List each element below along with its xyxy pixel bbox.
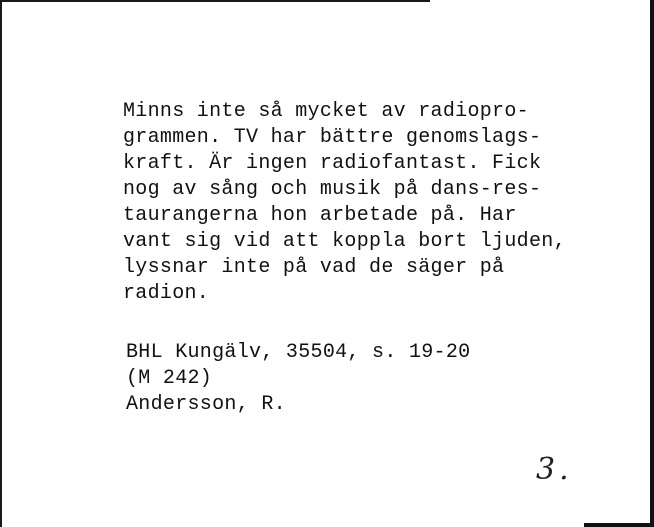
- summary-line: vant sig vid att koppla bort ljuden,: [123, 230, 566, 253]
- summary-line: kraft. Är ingen radiofantast. Fick: [123, 152, 542, 175]
- citation-source: BHL Kungälv, 35504, s. 19-20: [126, 341, 471, 364]
- summary-line: lyssnar inte på vad de säger på: [123, 256, 505, 279]
- summary-line: grammen. TV har bättre genomslags-: [123, 126, 542, 149]
- card-top-edge: [0, 0, 430, 2]
- summary-line: Minns inte så mycket av radiopro-: [123, 100, 529, 123]
- summary-line: nog av sång och musik på dans-res-: [123, 178, 542, 201]
- summary-line: taurangerna hon arbetade på. Har: [123, 204, 517, 227]
- source-citation: [126, 340, 470, 418]
- summary-line: radion.: [123, 282, 210, 305]
- card-bottom-edge: [584, 523, 654, 527]
- card-right-edge: [650, 0, 654, 527]
- interview-summary: [123, 99, 566, 307]
- card-number: 3.: [536, 452, 573, 487]
- card-left-edge: [0, 0, 2, 527]
- citation-code: (M 242): [126, 367, 213, 390]
- citation-author: Andersson, R.: [126, 393, 286, 416]
